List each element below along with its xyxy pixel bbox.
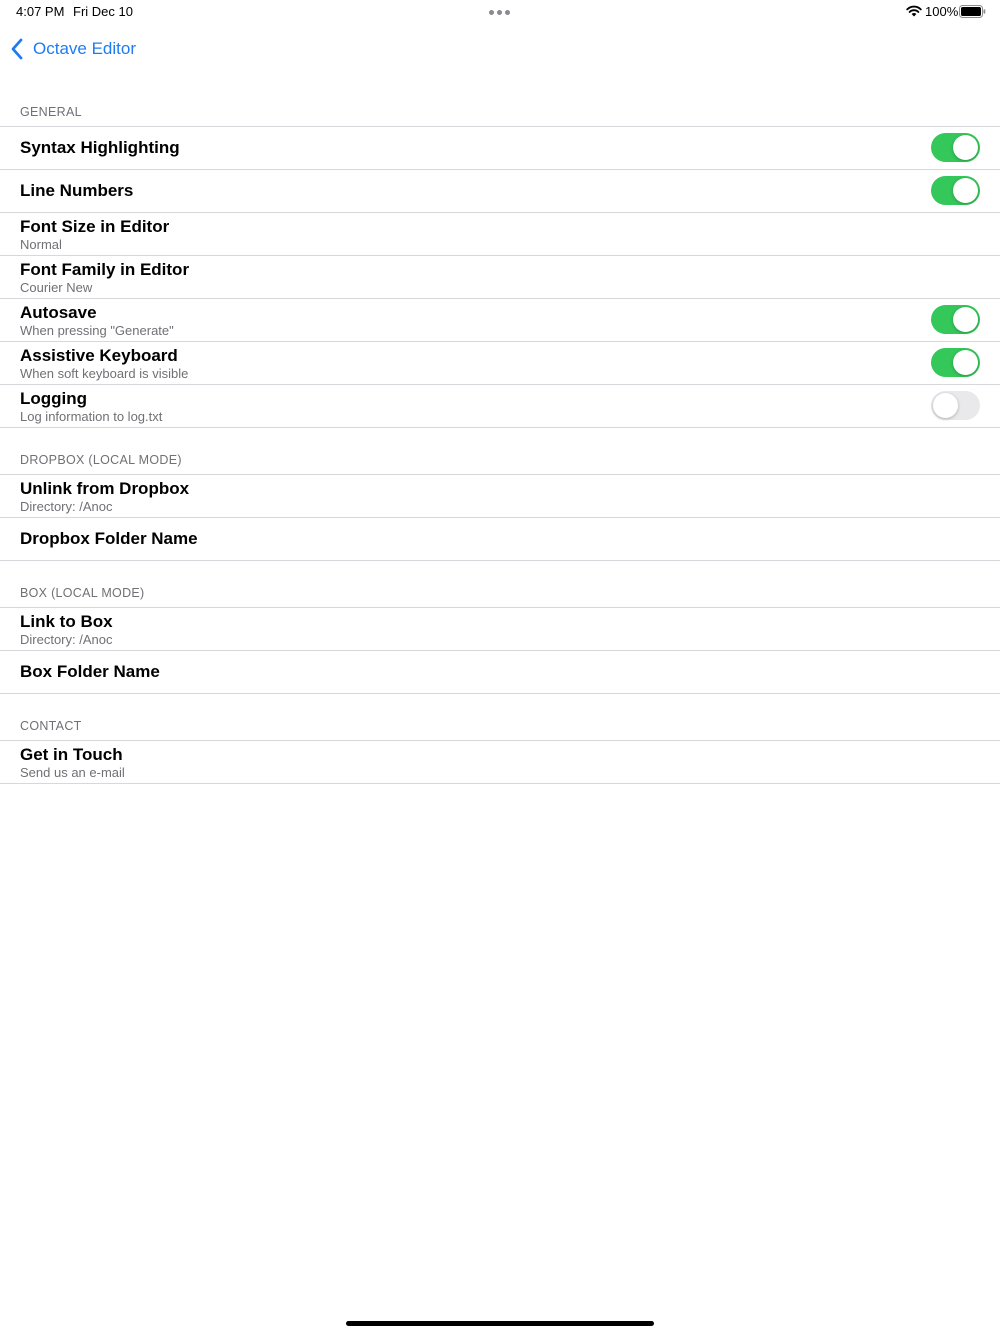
row-subtitle: Log information to log.txt — [20, 409, 163, 424]
status-bar — [0, 0, 1000, 24]
row-subtitle: Directory: /Anoc — [20, 632, 113, 647]
row-dropbox-folder-name[interactable] — [0, 518, 1000, 560]
syntax-highlighting-toggle[interactable] — [931, 133, 980, 162]
row-line-numbers[interactable] — [0, 170, 1000, 212]
row-title: Syntax Highlighting — [20, 138, 180, 157]
logging-toggle[interactable] — [931, 391, 980, 420]
row-autosave[interactable] — [0, 299, 1000, 341]
row-logging[interactable] — [0, 385, 1000, 427]
row-title: Unlink from Dropbox — [20, 479, 190, 498]
chevron-left-icon — [10, 38, 24, 60]
divider — [0, 560, 1000, 561]
home-indicator[interactable] — [346, 1321, 654, 1326]
row-subtitle: When soft keyboard is visible — [20, 366, 189, 381]
row-subtitle: Courier New — [20, 280, 93, 295]
section-header-box: BOX (LOCAL MODE) — [20, 586, 145, 600]
section-header-dropbox: DROPBOX (LOCAL MODE) — [20, 453, 182, 467]
row-assistive-keyboard[interactable] — [0, 342, 1000, 384]
row-get-in-touch[interactable] — [0, 741, 1000, 783]
row-title: Font Size in Editor — [20, 217, 170, 236]
battery-percent: 100% — [925, 4, 959, 19]
row-title: Link to Box — [20, 612, 113, 631]
assistive-keyboard-toggle[interactable] — [931, 348, 980, 377]
back-button[interactable] — [10, 36, 136, 62]
status-date: Fri Dec 10 — [73, 4, 133, 19]
status-time: 4:07 PM — [16, 4, 65, 19]
row-subtitle: When pressing "Generate" — [20, 323, 174, 338]
wifi-icon — [906, 5, 922, 17]
row-title: Font Family in Editor — [20, 260, 190, 279]
back-button-label: Octave Editor — [33, 39, 136, 58]
line-numbers-toggle[interactable] — [931, 176, 980, 205]
row-unlink-dropbox[interactable] — [0, 475, 1000, 517]
row-subtitle: Send us an e-mail — [20, 765, 125, 780]
autosave-toggle[interactable] — [931, 305, 980, 334]
row-subtitle: Normal — [20, 237, 62, 252]
row-font-size[interactable] — [0, 213, 1000, 255]
divider — [0, 427, 1000, 428]
row-title: Autosave — [20, 303, 97, 322]
row-box-folder-name[interactable] — [0, 651, 1000, 693]
toggle-knob — [933, 393, 958, 418]
battery-icon — [959, 5, 986, 18]
toggle-knob — [953, 350, 978, 375]
row-title: Box Folder Name — [20, 662, 160, 681]
row-subtitle: Directory: /Anoc — [20, 499, 113, 514]
row-title: Assistive Keyboard — [20, 346, 178, 365]
multitasking-dots-icon[interactable] — [489, 10, 511, 16]
toggle-knob — [953, 178, 978, 203]
divider — [0, 783, 1000, 784]
row-title: Line Numbers — [20, 181, 134, 200]
row-font-family[interactable] — [0, 256, 1000, 298]
toggle-knob — [953, 135, 978, 160]
toggle-knob — [953, 307, 978, 332]
divider — [0, 693, 1000, 694]
row-title: Logging — [20, 389, 88, 408]
section-header-contact: CONTACT — [20, 719, 82, 733]
row-title: Get in Touch — [20, 745, 123, 764]
row-title: Dropbox Folder Name — [20, 529, 198, 548]
row-syntax-highlighting[interactable] — [0, 127, 1000, 169]
section-header-general: GENERAL — [20, 105, 82, 119]
row-link-to-box[interactable] — [0, 608, 1000, 650]
